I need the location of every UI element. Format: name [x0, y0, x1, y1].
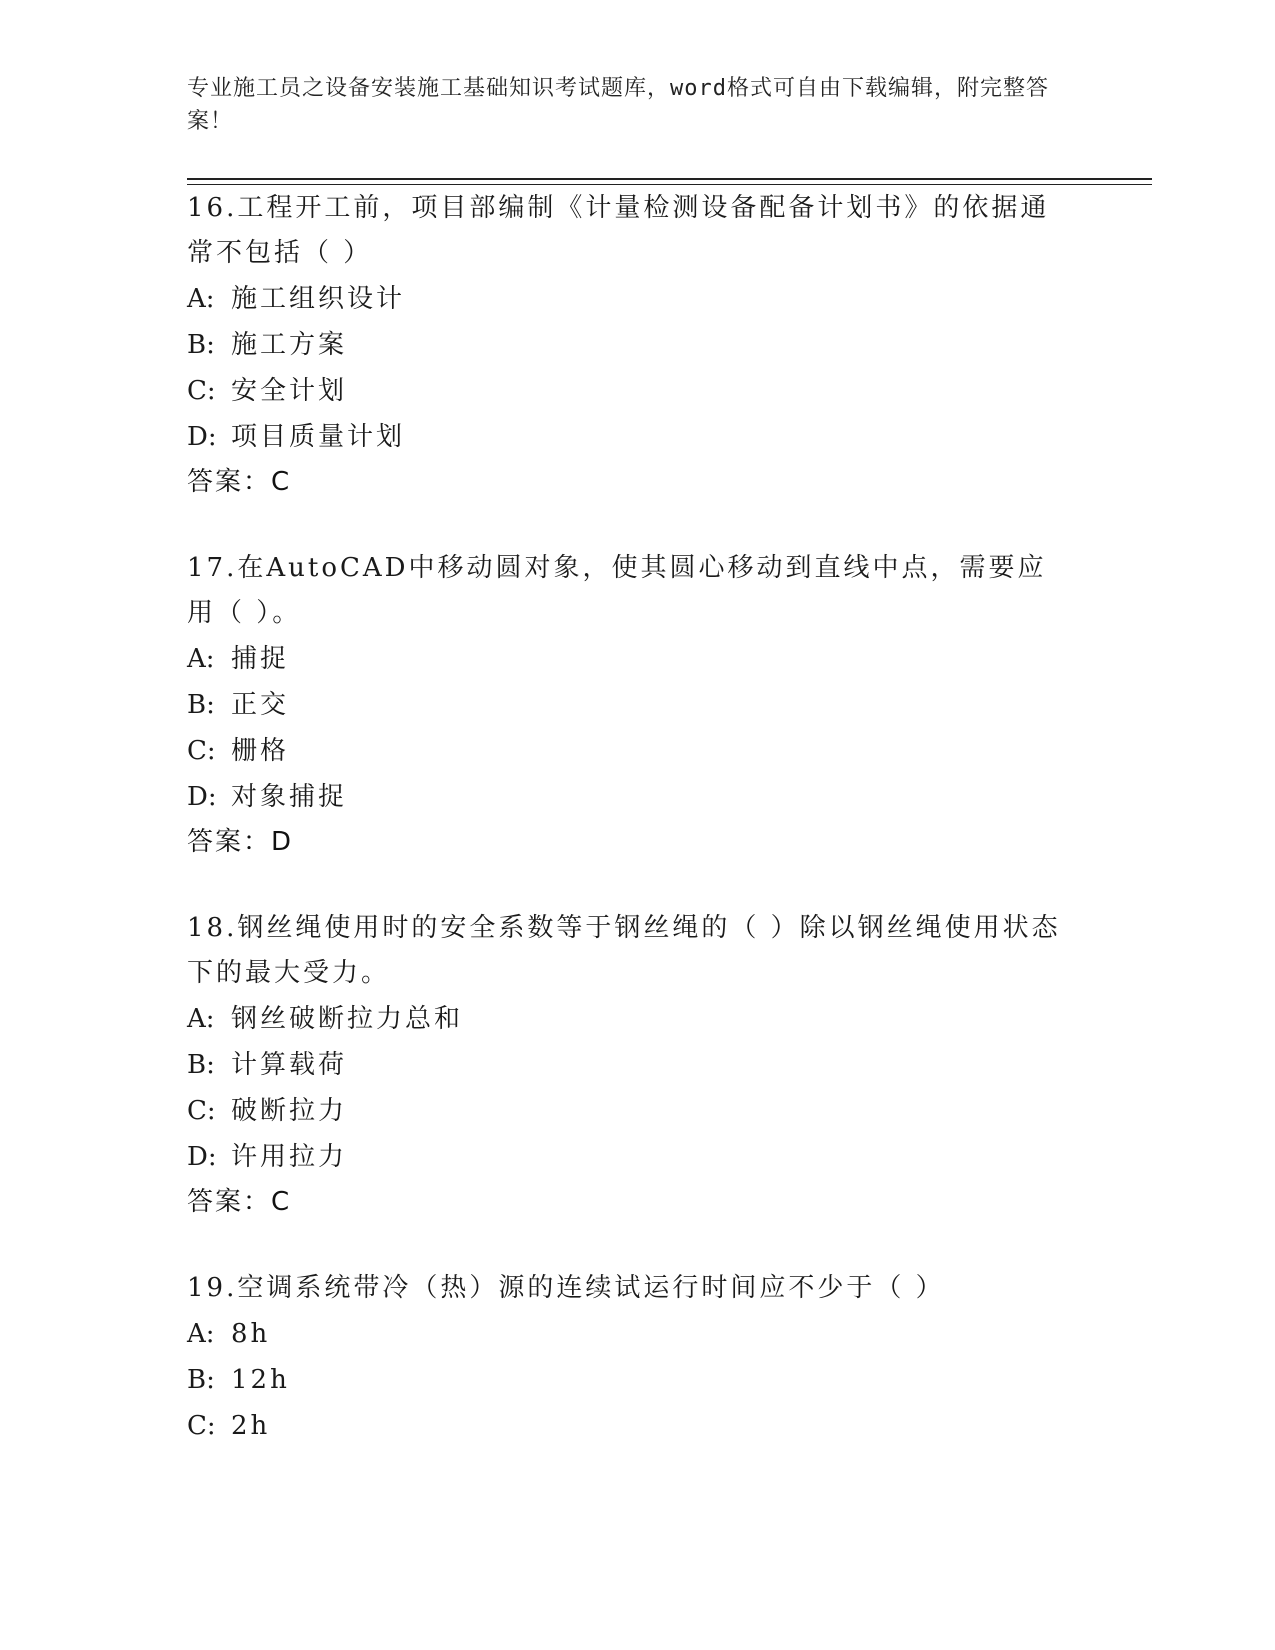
option-letter: A:: [187, 284, 215, 314]
option-text: 正交: [231, 690, 290, 720]
option-text: 项目质量计划: [231, 422, 406, 452]
question-17: [187, 546, 1067, 864]
option-text: 捕捉: [231, 644, 290, 674]
option-a: [187, 996, 1067, 1042]
question-stem: 17.在AutoCAD中移动圆对象，使其圆心移动到直线中点，需要应用（ ）。: [187, 553, 1047, 628]
option-text: 许用拉力: [231, 1142, 348, 1172]
answer-line: 答案：D: [187, 827, 294, 857]
option-text: 2h: [231, 1411, 271, 1441]
option-text: 破断拉力: [231, 1096, 348, 1126]
option-c: [187, 1088, 1067, 1134]
option-c: [187, 1403, 1067, 1449]
option-text: 施工组织设计: [231, 284, 406, 314]
option-d: [187, 1134, 1067, 1180]
question-stem: 18.钢丝绳使用时的安全系数等于钢丝绳的（ ）除以钢丝绳使用状态下的最大受力。: [187, 913, 1061, 988]
option-text: 施工方案: [231, 330, 348, 360]
answer-line: 答案：C: [187, 467, 292, 497]
option-text: 栅格: [231, 736, 290, 766]
question-stem: 19.空调系统带冷（热）源的连续试运行时间应不少于（ ）: [187, 1273, 945, 1303]
option-c: [187, 728, 1067, 774]
document-header: 专业施工员之设备安装施工基础知识考试题库，word格式可自由下载编辑，附完整答案！: [187, 76, 1049, 134]
option-text: 12h: [231, 1365, 290, 1395]
option-d: [187, 774, 1067, 820]
option-text: 计算载荷: [231, 1050, 348, 1080]
option-d: [187, 414, 1067, 460]
header-divider-thick: [187, 178, 1152, 180]
option-b: [187, 322, 1067, 368]
answer-line: 答案：C: [187, 1187, 292, 1217]
option-letter: B:: [187, 690, 215, 720]
option-letter: D:: [187, 782, 217, 812]
question-stem: 16.工程开工前，项目部编制《计量检测设备配备计划书》的依据通常不包括（ ）: [187, 193, 1050, 268]
option-letter: A:: [187, 1319, 215, 1349]
option-letter: D:: [187, 1142, 217, 1172]
question-16: [187, 186, 1067, 504]
option-letter: A:: [187, 644, 215, 674]
question-19: [187, 1266, 1067, 1449]
option-letter: C:: [187, 1096, 216, 1126]
option-text: 钢丝破断拉力总和: [231, 1004, 464, 1034]
option-text: 安全计划: [231, 376, 348, 406]
option-letter: A:: [187, 1004, 215, 1034]
option-a: [187, 636, 1067, 682]
option-b: [187, 1357, 1067, 1403]
option-a: [187, 1311, 1067, 1357]
question-18: [187, 906, 1067, 1224]
option-letter: D:: [187, 422, 217, 452]
option-b: [187, 1042, 1067, 1088]
option-letter: C:: [187, 736, 216, 766]
option-letter: C:: [187, 376, 216, 406]
option-letter: B:: [187, 1050, 215, 1080]
option-letter: B:: [187, 1365, 215, 1395]
option-b: [187, 682, 1067, 728]
option-c: [187, 368, 1067, 414]
header-divider-thin: [187, 184, 1152, 185]
option-letter: C:: [187, 1411, 216, 1441]
option-a: [187, 276, 1067, 322]
option-letter: B:: [187, 330, 215, 360]
option-text: 8h: [231, 1319, 271, 1349]
option-text: 对象捕捉: [231, 782, 348, 812]
